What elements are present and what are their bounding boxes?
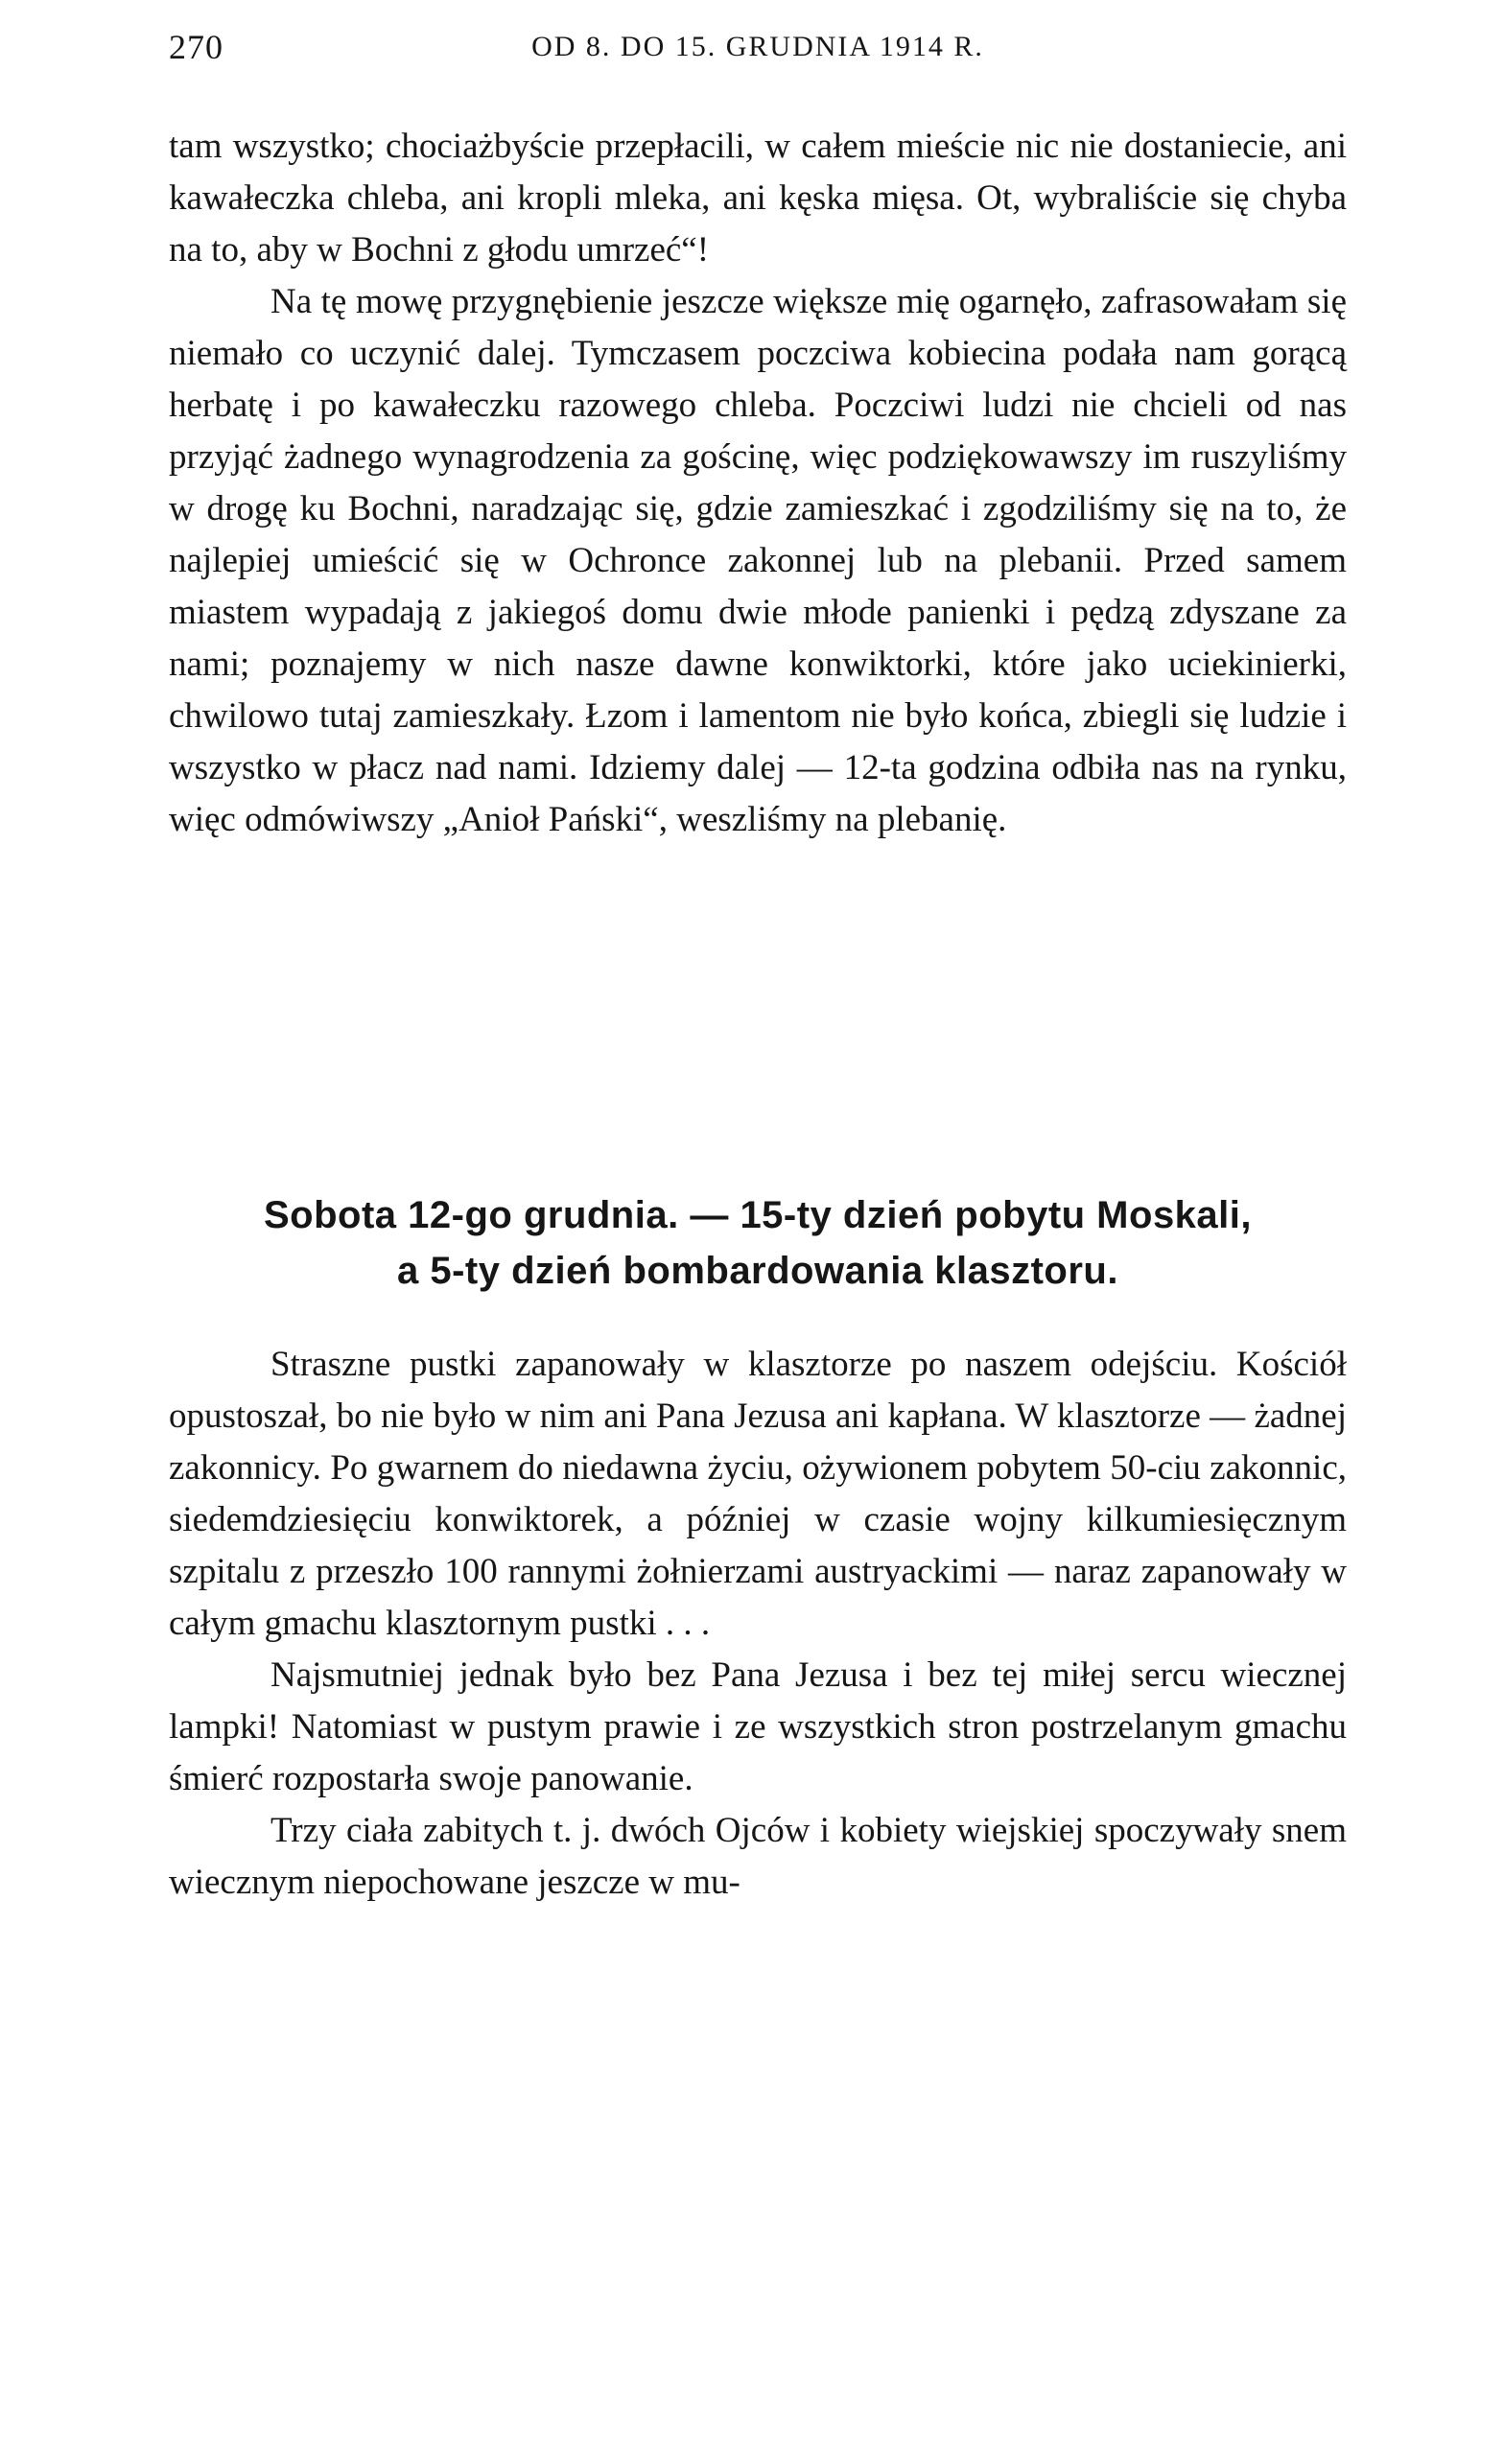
- paragraph: Trzy ciała zabitych t. j. dwóch Ojców i kobiety wiejskiej spoczywały snem wiecznym niepochowane jeszcze w mu-: [169, 1811, 1347, 1902]
- continued-paragraph: tam wszystko; chociażbyście przepłacili, w całem mieście nic nie dostaniecie, ani kawałeczka chleba, ani kropli mleka, ani kęska mięsa. Ot, wybraliście się chyba na to, aby w Bochni z głodu umrzeć“!: [169, 127, 1347, 270]
- section-heading-line: a 5-ty dzień bombardowania klasztoru.: [397, 1250, 1118, 1292]
- page-number: 270: [169, 28, 223, 66]
- paragraph: Najsmutniej jednak było bez Pana Jezusa i bez tej miłej sercu wiecznej lampki! Natomiast w pustym prawie i ze wszystkich stron postrzelanym gmachu śmierć rozpostarła swoje panowanie.: [169, 1655, 1347, 1798]
- text-block-top: [169, 121, 1347, 846]
- section-heading-line: Sobota 12-go grudnia. — 15-ty dzień pobytu Moskali,: [263, 1194, 1253, 1236]
- section-heading: [169, 1187, 1347, 1299]
- text-block-bottom: [169, 1339, 1347, 1909]
- paragraph: Na tę mowę przygnębienie jeszcze większe mię ogarnęło, zafrasowałam się niemało co uczynić dalej. Tymczasem poczciwa kobiecina podała nam gorącą herbatę i po kawałeczku razowego chleba. Poczciwi ludzi nie chcieli od nas przyjąć żadnego wynagrodzenia za gościnę, więc podziękowawszy im ruszyliśmy w drogę ku Bochni, naradzając się, gdzie zamieszkać i zgodziliśmy się na to, że najlepiej umieścić się w Ochronce zakonnej lub na plebanii. Przed samem miastem wypadają z jakiegoś domu dwie młode panienki i pędzą zdyszane za nami; poznajemy w nich nasze dawne konwiktorki, które jako uciekinierki, chwilowo tutaj zamieszkały. Łzom i lamentom nie było końca, zbiegli się ludzie i wszystko w płacz nad nami. Idziemy dalej — 12-ta godzina odbiła nas na rynku, więc odmówiwszy „Anioł Pański“, weszliśmy na plebanię.: [169, 282, 1347, 839]
- page-header: [169, 27, 1347, 75]
- running-head: OD 8. DO 15. GRUDNIA 1914 R.: [531, 31, 984, 62]
- paragraph: Straszne pustki zapanowały w klasztorze po naszem odejściu. Kościół opustoszał, bo nie było w nim ani Pana Jezusa ani kapłana. W klasztorze — żadnej zakonnicy. Po gwarnem do niedawna życiu, ożywionem pobytem 50-ciu zakonnic, siedemdziesięciu konwiktorek, a później w czasie wojny kilkumiesięcznym szpitalu z przeszło 100 rannymi żołnierzami austryackimi — naraz zapanowały w całym gmachu klasztornym pustki . . .: [169, 1345, 1347, 1643]
